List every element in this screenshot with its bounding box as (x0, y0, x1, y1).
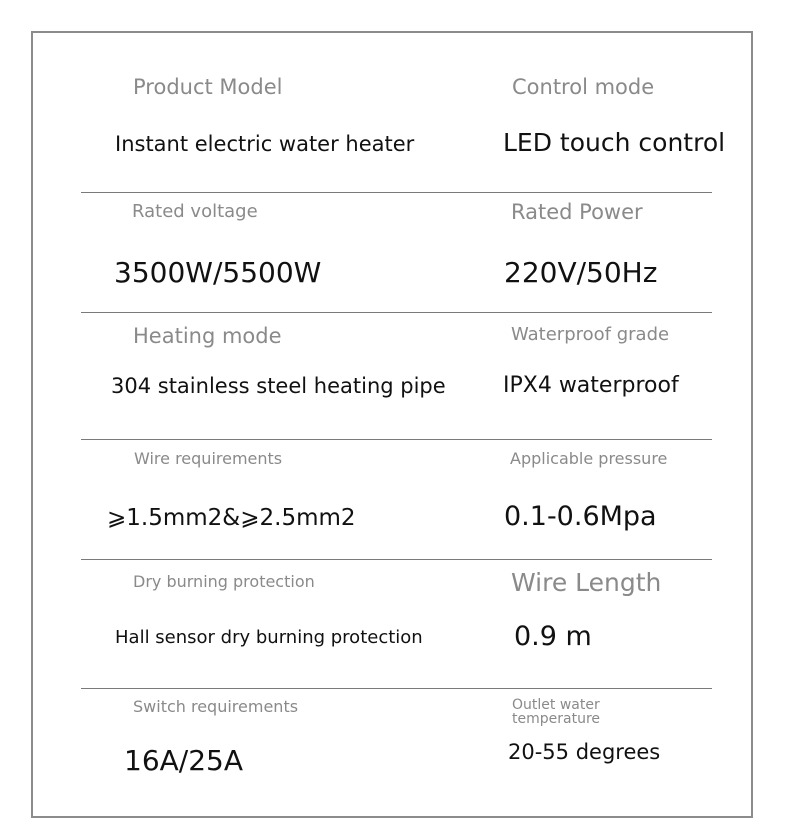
label-rated-power: Rated Power (511, 200, 643, 224)
value-wire-length: 0.9 m (514, 621, 592, 652)
row-divider (81, 439, 712, 440)
value-rated-voltage: 3500W/5500W (114, 256, 322, 289)
value-applicable-pressure: 0.1-0.6Mpa (504, 501, 657, 532)
value-wire-requirements: ⩾1.5mm2&⩾2.5mm2 (107, 505, 356, 531)
value-dry-burning-protection: Hall sensor dry burning protection (115, 627, 423, 648)
label-wire-requirements: Wire requirements (134, 449, 283, 468)
value-heating-mode: 304 stainless steel heating pipe (111, 374, 446, 398)
label-switch-requirements: Switch requirements (133, 697, 299, 716)
row-divider (81, 312, 712, 313)
label-wire-length: Wire Length (511, 568, 662, 597)
label-dry-burning-protection: Dry burning protection (133, 572, 315, 591)
label-applicable-pressure: Applicable pressure (510, 449, 668, 468)
value-waterproof-grade: IPX4 waterproof (503, 373, 679, 398)
value-control-mode: LED touch control (503, 128, 726, 157)
label-outlet-water-temperature: Outlet water temperature (512, 697, 600, 727)
label-product-model: Product Model (133, 75, 283, 99)
label-heating-mode: Heating mode (133, 324, 282, 348)
value-product-model: Instant electric water heater (115, 132, 415, 156)
value-switch-requirements: 16A/25A (124, 744, 243, 777)
row-divider (81, 559, 712, 560)
label-control-mode: Control mode (512, 75, 655, 99)
row-divider (81, 688, 712, 689)
value-rated-power: 220V/50Hz (504, 256, 658, 289)
label-waterproof-grade: Waterproof grade (511, 324, 670, 345)
row-divider (81, 192, 712, 193)
label-rated-voltage: Rated voltage (132, 201, 258, 222)
value-outlet-water-temperature: 20-55 degrees (508, 740, 661, 764)
